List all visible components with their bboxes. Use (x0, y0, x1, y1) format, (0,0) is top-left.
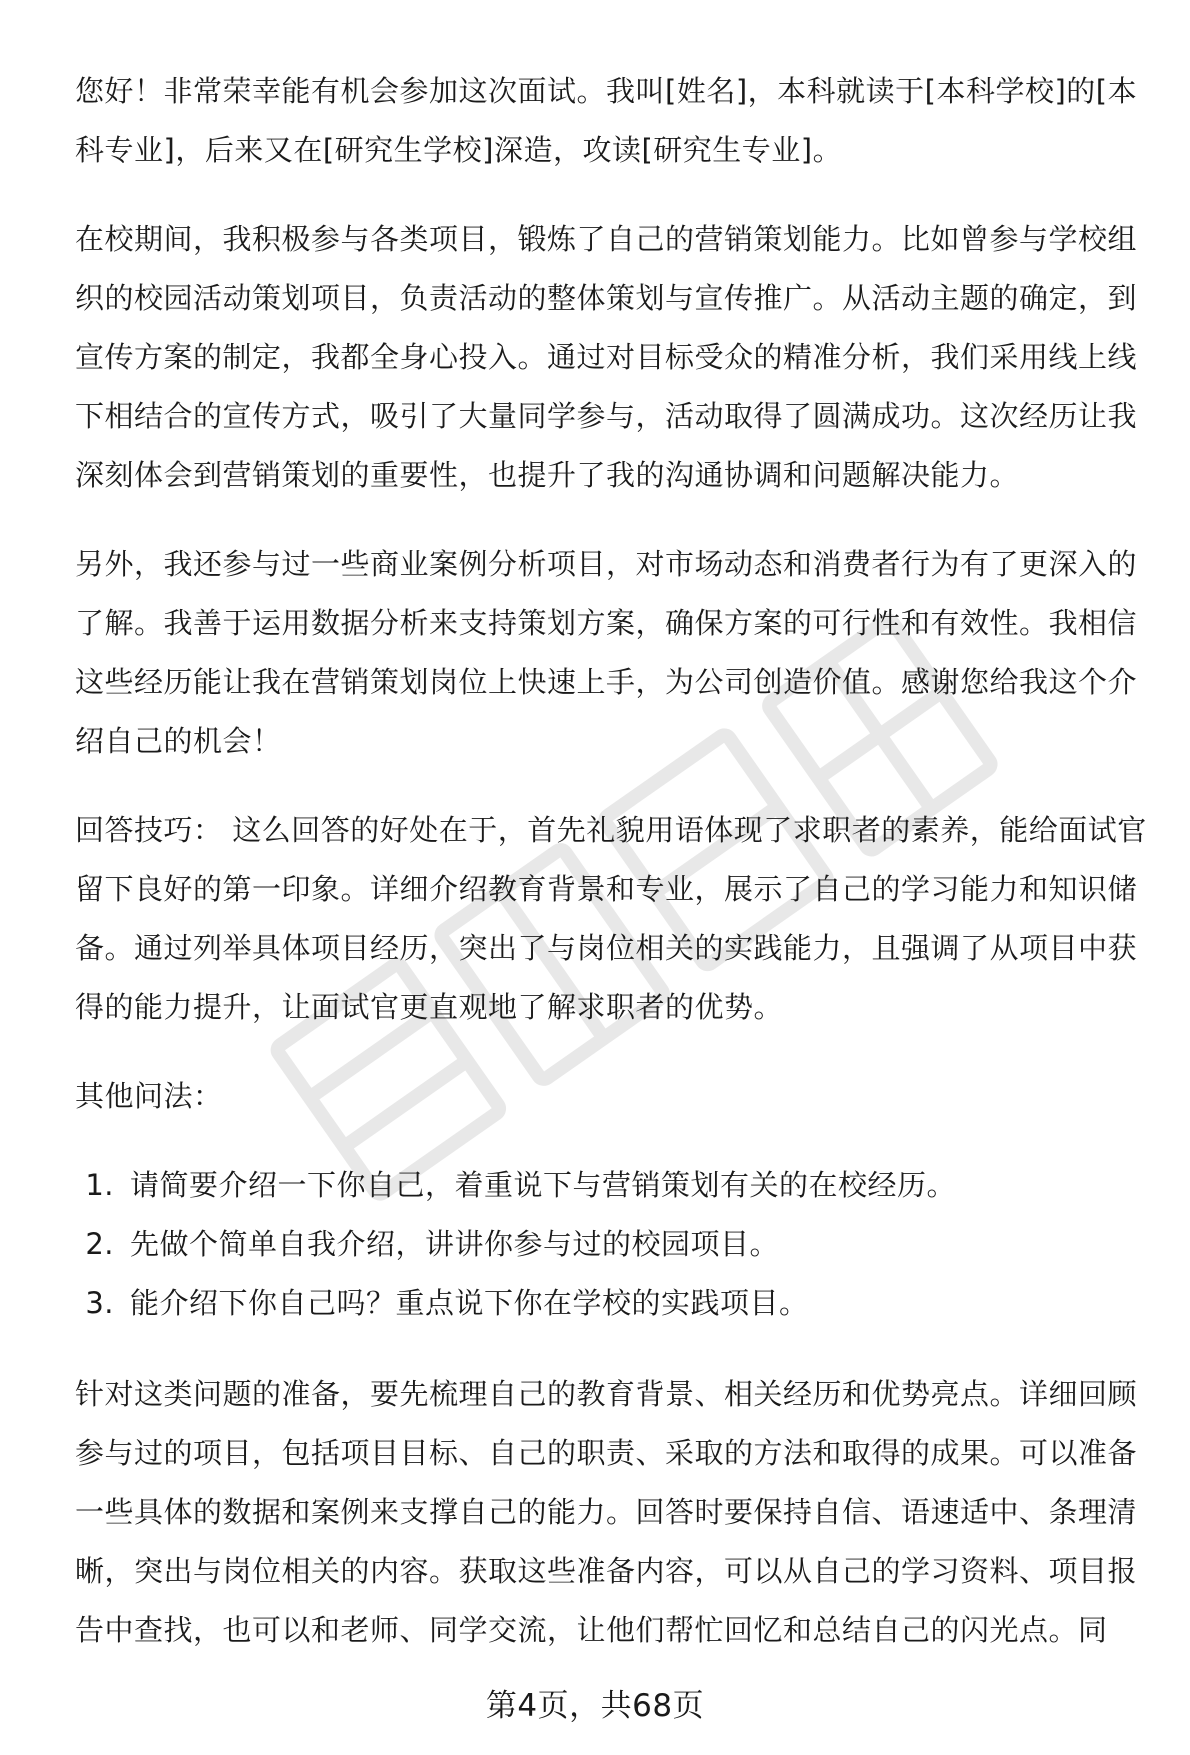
document-body (75, 62, 1165, 1690)
list-item-text: 先做个简单自我介绍，讲讲你参与过的校园项目。 (130, 1227, 780, 1261)
paragraph-campus-experience: 在校期间，我积极参与各类项目，锻炼了自己的营销策划能力。比如曾参与学校组织的校园活动策划项目，负责活动的整体策划与宣传推广。从活动主题的确定，到宣传方案的制定，我都全身心投入。通过对目标受众的精准分析，我们采用线上线下相结合的宣传方式，吸引了大量同学参与，活动取得了圆满成功。这次经历让我深刻体会到营销策划的重要性，也提升了我的沟通协调和问题解决能力。 (75, 222, 1138, 492)
paragraph-other-questions-heading: 其他问法： (75, 1079, 223, 1113)
paragraph-greeting: 您好！非常荣幸能有机会参加这次面试。我叫[姓名]，本科就读于[本科学校]的[本科专业]，后来又在[研究生学校]深造，攻读[研究生专业]。 (75, 74, 1138, 167)
paragraph-answer-tips: 回答技巧： 这么回答的好处在于，首先礼貌用语体现了求职者的素养，能给面试官留下良好的第一印象。详细介绍教育背景和专业，展示了自己的学习能力和知识储备。通过列举具体项目经历，突出了与岗位相关的实践能力，且强调了从项目中获得的能力提升，让面试官更直观地了解求职者的优势。 (75, 813, 1147, 1024)
list-item (75, 1215, 1165, 1274)
list-item-number: 3. (85, 1286, 114, 1320)
page-number-footer: 第4页，共68页 (485, 1688, 705, 1724)
list-item (75, 1274, 1165, 1333)
paragraph-case-analysis: 另外，我还参与过一些商业案例分析项目，对市场动态和消费者行为有了更深入的了解。我善于运用数据分析来支持策划方案，确保方案的可行性和有效性。我相信这些经历能让我在营销策划岗位上快速上手，为公司创造价值。感谢您给我这个介绍自己的机会！ (75, 547, 1138, 758)
list-item (75, 1156, 1165, 1215)
paragraph-preparation: 针对这类问题的准备，要先梳理自己的教育背景、相关经历和优势亮点。详细回顾参与过的项目，包括项目目标、自己的职责、采取的方法和取得的成果。可以准备一些具体的数据和案例来支撑自己的能力。回答时要保持自信、语速适中、条理清晰，突出与岗位相关的内容。获取这些准备内容，可以从自己的学习资料、项目报告中查找，也可以和老师、同学交流，让他们帮忙回忆和总结自己的闪光点。同 (75, 1377, 1138, 1647)
list-item-text: 能介绍下你自己吗？重点说下你在学校的实践项目。 (130, 1286, 809, 1320)
list-item-number: 1. (85, 1168, 114, 1202)
list-item-number: 2. (85, 1227, 114, 1261)
other-questions-list (75, 1156, 1165, 1333)
list-item-text: 请简要介绍一下你自己，着重说下与营销策划有关的在校经历。 (130, 1168, 957, 1202)
